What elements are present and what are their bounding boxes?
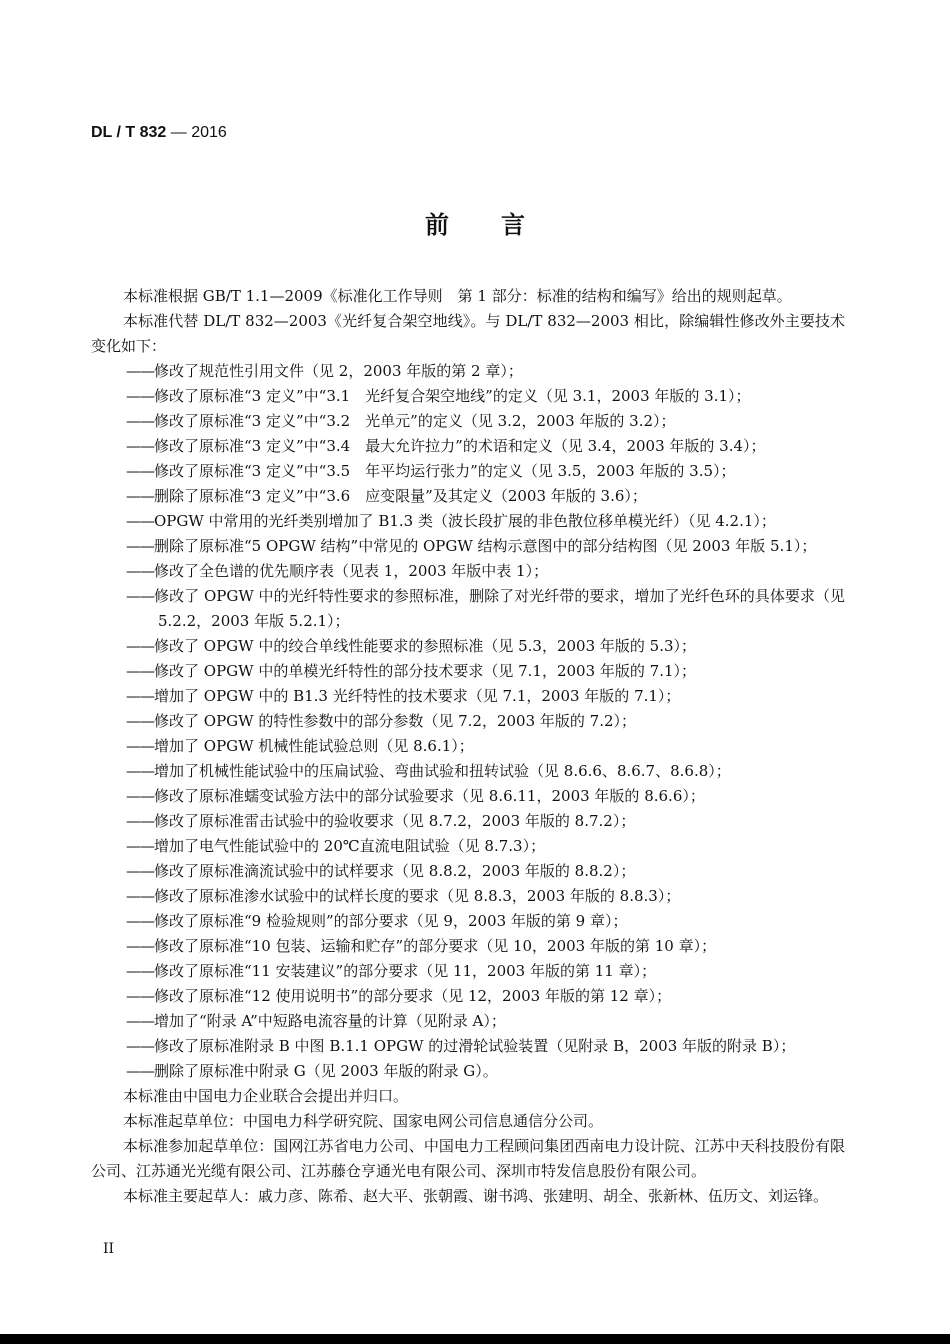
change-item xyxy=(91,784,845,809)
dash-marker: —— xyxy=(126,562,154,580)
change-text: 修改了 OPGW 的特性参数中的部分参数（见 7.2，2003 年版的 7.2）； xyxy=(154,712,637,730)
change-item xyxy=(91,984,845,1009)
change-text: 修改了原标准“3 定义”中“3.1 光纤复合架空地线”的定义（见 3.1，2003 年版的 3.1）； xyxy=(154,387,751,405)
change-item xyxy=(91,1034,845,1059)
change-text: 修改了 OPGW 中的单模光纤特性的部分技术要求（见 7.1，2003 年版的 7.1）； xyxy=(154,662,697,680)
page-number: II xyxy=(103,1241,115,1257)
change-item xyxy=(91,834,845,859)
closing-paragraph: 本标准主要起草人：戚力彦、陈希、赵大平、张朝霞、谢书鸿、张建明、胡全、张新林、伍历文、刘运锋。 xyxy=(123,1187,829,1205)
change-text: 修改了原标准雷击试验中的验收要求（见 8.7.2，2003 年版的 8.7.2）； xyxy=(154,812,636,830)
change-text: 修改了原标准“9 检验规则”的部分要求（见 9，2003 年版的第 9 章）； xyxy=(154,912,628,930)
dash-marker: —— xyxy=(126,1037,154,1055)
intro-paragraph: 本标准代替 DL/T 832—2003《光纤复合架空地线》。与 DL/T 832—2003 相比，除编辑性修改外主要技术变化如下： xyxy=(91,312,845,355)
change-text: 修改了原标准滴流试验中的试样要求（见 8.8.2，2003 年版的 8.8.2）； xyxy=(154,862,636,880)
change-text: 修改了原标准附录 B 中图 B.1.1 OPGW 的过滑轮试验装置（见附录 B，2003 年版的附录 B）； xyxy=(154,1037,796,1055)
change-item xyxy=(91,934,845,959)
change-text: 修改了规范性引用文件（见 2，2003 年版的第 2 章）； xyxy=(154,362,523,380)
change-item xyxy=(91,584,845,634)
dash-marker: —— xyxy=(126,512,154,530)
change-item xyxy=(91,859,845,884)
dash-marker: —— xyxy=(126,812,154,830)
dash-marker: —— xyxy=(126,762,154,780)
closing-paragraph: 本标准起草单位：中国电力科学研究院、国家电网公司信息通信分公司。 xyxy=(123,1112,604,1130)
dash-marker: —— xyxy=(126,1062,154,1080)
dash-marker: —— xyxy=(126,987,154,1005)
document-code xyxy=(91,124,227,142)
change-text: 修改了原标准“3 定义”中“3.2 光单元”的定义（见 3.2，2003 年版的 3.2）； xyxy=(154,412,676,430)
change-item xyxy=(91,709,845,734)
dash-marker: —— xyxy=(126,937,154,955)
change-item xyxy=(91,734,845,759)
change-item xyxy=(91,884,845,909)
change-item xyxy=(91,359,845,384)
dash-marker: —— xyxy=(126,387,154,405)
intro-paragraph: 本标准根据 GB/T 1.1—2009《标准化工作导则 第 1 部分：标准的结构和编写》给出的规则起草。 xyxy=(123,287,792,305)
changes-list xyxy=(91,359,845,1084)
change-item xyxy=(91,909,845,934)
dash-marker: —— xyxy=(126,662,154,680)
change-text: 增加了电气性能试验中的 20℃直流电阻试验（见 8.7.3）； xyxy=(154,837,546,855)
dash-marker: —— xyxy=(126,887,154,905)
change-text: 修改了原标准“10 包装、运输和贮存”的部分要求（见 10，2003 年版的第 10 章）； xyxy=(154,937,717,955)
dash-marker: —— xyxy=(126,587,154,605)
dash-marker: —— xyxy=(126,787,154,805)
change-text: 修改了 OPGW 中的绞合单线性能要求的参照标准（见 5.3，2003 年版的 5.3）； xyxy=(154,637,697,655)
change-item xyxy=(91,1009,845,1034)
change-item xyxy=(91,634,845,659)
change-text: 增加了 OPGW 机械性能试验总则（见 8.6.1）； xyxy=(154,737,474,755)
change-item xyxy=(91,409,845,434)
change-item xyxy=(91,534,845,559)
dash-marker: —— xyxy=(126,412,154,430)
dash-marker: —— xyxy=(126,1012,154,1030)
dash-marker: —— xyxy=(126,912,154,930)
change-text: 删除了原标准中附录 G（见 2003 年版的附录 G）。 xyxy=(154,1062,498,1080)
standard-number: DL / T 832 xyxy=(91,124,167,141)
change-text: 修改了原标准“12 使用说明书”的部分要求（见 12，2003 年版的第 12 章）； xyxy=(154,987,672,1005)
foreword-body xyxy=(91,284,845,1209)
change-text: 修改了原标准蠕变试验方法中的部分试验要求（见 8.6.11，2003 年版的 8.6.6）； xyxy=(154,787,705,805)
dash-marker: —— xyxy=(126,737,154,755)
change-text: 修改了全色谱的优先顺序表（见表 1，2003 年版中表 1）； xyxy=(154,562,549,580)
dash-marker: —— xyxy=(126,487,154,505)
standard-year: — 2016 xyxy=(166,124,227,141)
dash-marker: —— xyxy=(126,362,154,380)
change-text: 增加了“附录 A”中短路电流容量的计算（见附录 A）； xyxy=(154,1012,506,1030)
change-item xyxy=(91,759,845,784)
closing-paragraph: 本标准参加起草单位：国网江苏省电力公司、中国电力工程顾问集团西南电力设计院、江苏中天科技股份有限公司、江苏通光光缆有限公司、江苏藤仓亨通光电有限公司、深圳市特发信息股份有限公司。 xyxy=(91,1137,845,1180)
change-item xyxy=(91,959,845,984)
page-title: 前言 xyxy=(425,210,577,239)
change-text: 修改了原标准“3 定义”中“3.4 最大允许拉力”的术语和定义（见 3.4，2003 年版的 3.4）； xyxy=(154,437,766,455)
dash-marker: —— xyxy=(126,837,154,855)
dash-marker: —— xyxy=(126,962,154,980)
dash-marker: —— xyxy=(126,437,154,455)
change-text: 删除了原标准“3 定义”中“3.6 应变限量”及其定义（2003 年版的 3.6）； xyxy=(154,487,647,505)
dash-marker: —— xyxy=(126,687,154,705)
change-item xyxy=(91,509,845,534)
change-item xyxy=(91,484,845,509)
change-item xyxy=(91,559,845,584)
change-item xyxy=(91,459,845,484)
dash-marker: —— xyxy=(126,862,154,880)
change-text: 修改了原标准渗水试验中的试样长度的要求（见 8.8.3，2003 年版的 8.8.3）； xyxy=(154,887,681,905)
dash-marker: —— xyxy=(126,462,154,480)
change-item xyxy=(91,384,845,409)
change-text: 增加了 OPGW 中的 B1.3 光纤特性的技术要求（见 7.1，2003 年版的 7.1）； xyxy=(154,687,681,705)
dash-marker: —— xyxy=(126,712,154,730)
change-item xyxy=(91,809,845,834)
change-text: 修改了原标准“11 安装建议”的部分要求（见 11，2003 年版的第 11 章）； xyxy=(154,962,657,980)
change-item xyxy=(91,684,845,709)
dash-marker: —— xyxy=(126,637,154,655)
change-item xyxy=(91,1059,845,1084)
change-text: OPGW 中常用的光纤类别增加了 B1.3 类（波长段扩展的非色散位移单模光纤）（见 4.2.1）； xyxy=(154,512,776,530)
bottom-border xyxy=(0,1334,950,1344)
change-text: 增加了机械性能试验中的压扁试验、弯曲试验和扭转试验（见 8.6.6、8.6.7、8.6.8）； xyxy=(154,762,731,780)
change-text: 修改了原标准“3 定义”中“3.5 年平均运行张力”的定义（见 3.5，2003 年版的 3.5）； xyxy=(154,462,736,480)
dash-marker: —— xyxy=(126,537,154,555)
change-item xyxy=(91,434,845,459)
change-text: 修改了 OPGW 中的光纤特性要求的参照标准，删除了对光纤带的要求，增加了光纤色环的具体要求（见 5.2.2，2003 年版 5.2.1）； xyxy=(154,587,845,630)
closing-paragraph: 本标准由中国电力企业联合会提出并归口。 xyxy=(123,1087,409,1105)
change-text: 删除了原标准“5 OPGW 结构”中常见的 OPGW 结构示意图中的部分结构图（见 2003 年版 5.1）； xyxy=(154,537,817,555)
change-item xyxy=(91,659,845,684)
